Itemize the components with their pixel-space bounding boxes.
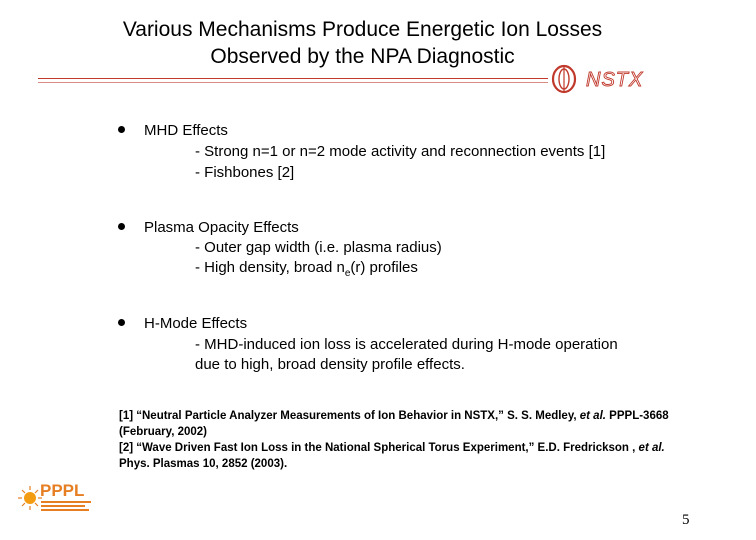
subscript-e: e bbox=[344, 268, 351, 279]
bullet-subitem bbox=[195, 259, 418, 279]
ref1-text: [1] “Neutral Particle Analyzer Measurements of Ion Behavior in NSTX,” S. S. Medley, bbox=[119, 410, 580, 422]
bullet-subitem: - Outer gap width (i.e. plasma radius) bbox=[195, 239, 442, 256]
bullet-dot bbox=[118, 126, 125, 133]
ref1-etal: et al. bbox=[579, 410, 606, 422]
bullet-subitem: - Strong n=1 or n=2 mode activity and reconnection events [1] bbox=[195, 143, 606, 160]
ref1-tail: PPPL-3668 (February, 2002) bbox=[119, 410, 669, 438]
bullet-heading: MHD Effects bbox=[144, 122, 228, 139]
reference-2 bbox=[119, 440, 679, 472]
bullet-subitem: - MHD-induced ion loss is accelerated during H-mode operation bbox=[195, 336, 618, 353]
title-line-1: Various Mechanisms Produce Energetic Ion Losses bbox=[122, 18, 603, 41]
nstx-logo bbox=[548, 62, 668, 96]
bullet-subitem: due to high, broad density profile effects. bbox=[195, 356, 465, 373]
pppl-logo-text: PPPL bbox=[40, 481, 85, 500]
page-number: 5 bbox=[682, 512, 690, 528]
ref2-etal: et al. bbox=[638, 442, 665, 454]
title-line-2: Observed by the NPA Diagnostic bbox=[210, 45, 515, 68]
bullet-heading: H-Mode Effects bbox=[144, 315, 248, 332]
bullet-dot bbox=[118, 319, 125, 326]
nstx-logo-text: NSTX bbox=[586, 69, 644, 91]
bullet-heading: Plasma Opacity Effects bbox=[144, 219, 299, 236]
ref2-tail: Phys. Plasmas 10, 2852 (2003). bbox=[119, 458, 288, 470]
title-underline bbox=[38, 78, 548, 79]
bullet-subitem: - Fishbones [2] bbox=[195, 164, 295, 181]
title-underline-secondary bbox=[38, 82, 548, 83]
reference-1 bbox=[119, 408, 679, 440]
density-text: - High density, broad n bbox=[195, 259, 345, 276]
pppl-logo bbox=[18, 474, 102, 520]
ref2-text: [2] “Wave Driven Fast Ion Loss in the National Spherical Torus Experiment,” E.D. Fredrickson , bbox=[119, 442, 639, 454]
bullet-dot bbox=[118, 223, 125, 230]
references bbox=[119, 408, 679, 472]
profile-text: (r) profiles bbox=[350, 259, 418, 276]
